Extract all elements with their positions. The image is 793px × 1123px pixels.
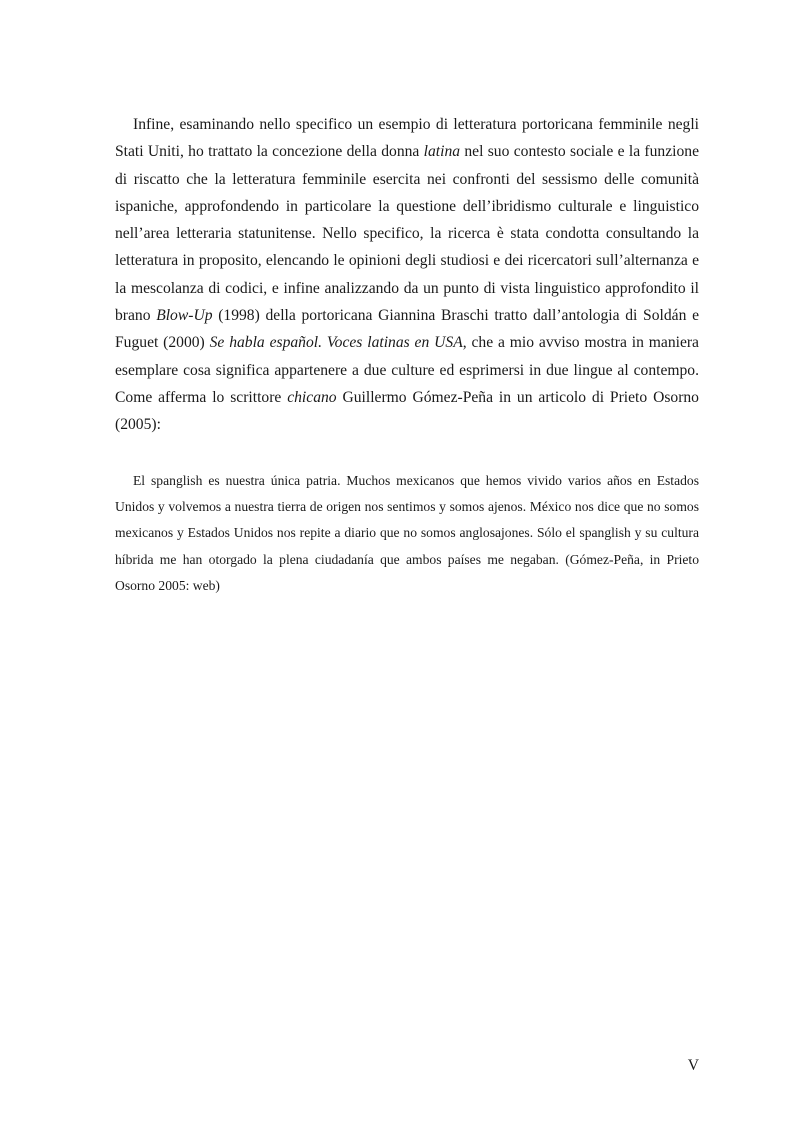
block-quote: El spanglish es nuestra única patria. Muchos mexicanos que hemos vivido varios años en Estados Unidos y volvemos a nuestra tierra de origen nos sentimos y somos ajenos. México nos dice que no somos mexicanos y Estados Unidos nos repite a diario que no somos anglosajones. Sólo el spanglish y su cultura híbrida me han otorgado la plena ciudadanía que ambos países me negaban. (Gómez-Peña, in Prieto Osorno 2005: web) (115, 473, 699, 593)
paragraph-text-part-2: nel suo contesto sociale e la funzione di riscatto che la letteratura femminile esercita nei confronti del sessismo delle comunità ispaniche, approfondendo in particolare la questione dell’ibridismo culturale e linguistico nell’area letteraria statunitense. Nello specifico, la ricerca è stata condotta consultando la letteratura in proposito, elencando le opinioni degli studiosi e dei ricercatori sull’alternanza e la mescolanza di codici, e infine analizzando da un punto di vista linguistico approfondito il brano (115, 143, 699, 325)
page-number: V (687, 1057, 699, 1074)
paragraph-text-part-3: (1998) della portoricana Giannina Braschi tratto dall’antologia di Soldán e Fuguet (2000) (115, 307, 699, 352)
paragraph-text-part-4: , che a mio avviso mostra in maniera esemplare cosa significa appartenere a due culture ed esprimersi in due lingue al contempo. Come afferma lo scrittore (115, 334, 699, 406)
paragraph-italic-chicano: chicano (287, 388, 337, 406)
paragraph-italic-anthology-title: Se habla español. Voces latinas en USA (209, 334, 463, 352)
paragraph-text-part-1: Infine, esaminando nello specifico un esempio di letteratura portoricana femminile negli Stati Uniti, ho trattato la concezione della donna (115, 116, 699, 161)
paragraph-italic-blow-up: Blow-Up (156, 307, 213, 325)
paragraph-text-part-5: Guillermo Gómez-Peña in un articolo di Prieto Osorno (2005): (115, 388, 699, 434)
body-paragraph (115, 111, 699, 439)
paragraph-italic-latina: latina (423, 143, 461, 161)
